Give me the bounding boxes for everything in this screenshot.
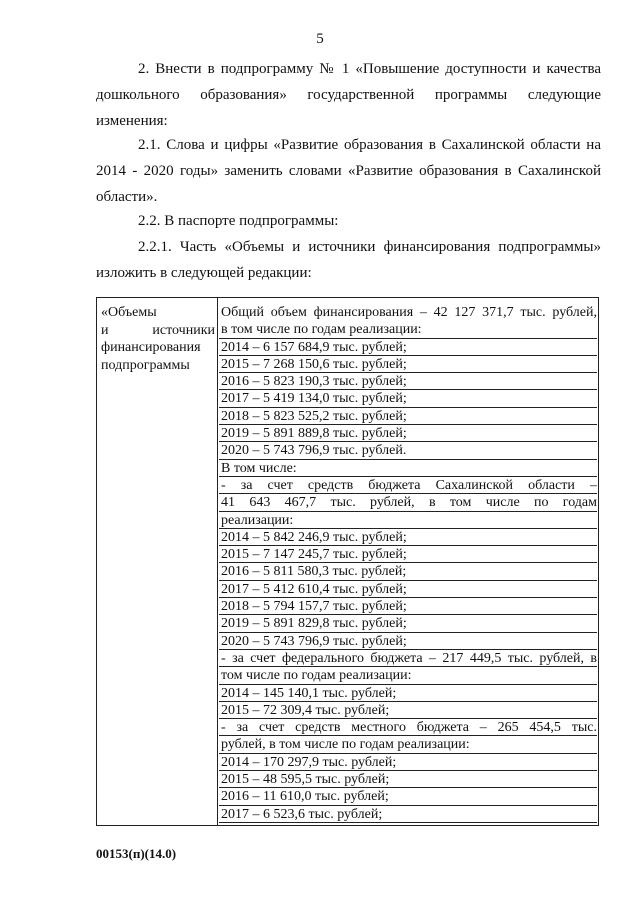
paragraph-line: изложить в следующей редакции: — [96, 265, 312, 281]
table-row: 2014 – 5 842 246,9 тыс. рублей; — [219, 529, 597, 546]
paragraph-line: дошкольного образования» государственной программы следующие — [96, 87, 601, 103]
paragraph-line: 2014 - 2020 годы» заменить словами «Развитие образования в Сахалинской — [96, 163, 601, 179]
table-row: рублей, в том числе по годам реализации: — [219, 736, 597, 753]
table-row: 2015 – 72 309,4 тыс. рублей; — [219, 702, 597, 719]
table-row: 2017 – 5 412 610,4 тыс. рублей; — [219, 581, 597, 598]
table-row: 2020 – 5 743 796,9 тыс. рублей; — [219, 633, 597, 650]
table-row: 2016 – 5 823 190,3 тыс. рублей; — [219, 373, 597, 390]
left-cell-line: «Объемы — [101, 305, 157, 320]
paragraph-line: 2.1. Слова и цифры «Развитие образования в Сахалинской области на — [138, 137, 601, 153]
table-row: 2014 – 6 157 684,9 тыс. рублей; — [219, 339, 597, 356]
paragraph-2-2 — [96, 208, 601, 234]
paragraph-line: 2.2.1. Часть «Объемы и источники финансирования подпрограммы» — [138, 239, 601, 255]
table-row: реализации: — [219, 512, 597, 529]
table-row: 2014 – 145 140,1 тыс. рублей; — [219, 685, 597, 702]
paragraph-line: области». — [96, 189, 158, 205]
table-row: - за счет средств местного бюджета – 265 454,5 тыс. — [221, 720, 597, 736]
paragraph-2-2-1 — [96, 234, 601, 286]
table-row: в том числе по годам реализации: — [219, 321, 597, 338]
table-right-cell — [219, 304, 597, 823]
left-cell-line: финансирования — [101, 340, 201, 355]
table-row: 2015 – 7 268 150,6 тыс. рублей; — [219, 356, 597, 373]
paragraph-line: 2. Внести в подпрограмму № 1 «Повышение доступности и качества — [138, 61, 601, 77]
table-row: 2019 – 5 891 829,8 тыс. рублей; — [219, 615, 597, 632]
financing-table — [96, 297, 599, 826]
table-row: 2015 – 7 147 245,7 тыс. рублей; — [219, 546, 597, 563]
left-cell-line: подпрограммы — [101, 357, 190, 373]
document-code: 00153(п)(14.0) — [96, 846, 177, 861]
table-row: том числе по годам реализации: — [219, 667, 597, 684]
table-column-divider — [217, 298, 218, 825]
paragraph-line: изменения: — [96, 113, 168, 129]
table-row: 2016 – 5 811 580,3 тыс. рублей; — [219, 563, 597, 580]
paragraph-line: 2.2. В паспорте подпрограммы: — [138, 213, 339, 229]
paragraph-2 — [96, 56, 601, 134]
table-row: 2017 – 6 523,6 тыс. рублей; — [219, 806, 597, 823]
table-row: 2017 – 5 419 134,0 тыс. рублей; — [219, 390, 597, 407]
table-row: 2016 – 11 610,0 тыс. рублей; — [219, 788, 597, 805]
left-cell-line: и источники — [101, 322, 215, 338]
table-row: 2018 – 5 794 157,7 тыс. рублей; — [219, 598, 597, 615]
table-row: - за счет средств бюджета Сахалинской области – — [221, 477, 597, 493]
table-row: - за счет федерального бюджета – 217 449,5 тыс. рублей, в — [221, 650, 597, 666]
table-row: 2020 – 5 743 796,9 тыс. рублей. — [219, 442, 597, 459]
table-row: 2018 – 5 823 525,2 тыс. рублей; — [219, 408, 597, 425]
page-number: 5 — [316, 31, 324, 47]
table-row: 2019 – 5 891 889,8 тыс. рублей; — [219, 425, 597, 442]
table-left-cell — [101, 304, 215, 374]
table-row: 41 643 467,7 тыс. рублей, в том числе по годам — [221, 495, 597, 511]
table-row: 2014 – 170 297,9 тыс. рублей; — [219, 754, 597, 771]
paragraph-2-1 — [96, 132, 601, 210]
table-row: Общий объем финансирования – 42 127 371,7 тыс. рублей, — [221, 305, 597, 320]
table-row: В том числе: — [219, 460, 597, 477]
table-row: 2015 – 48 595,5 тыс. рублей; — [219, 771, 597, 788]
